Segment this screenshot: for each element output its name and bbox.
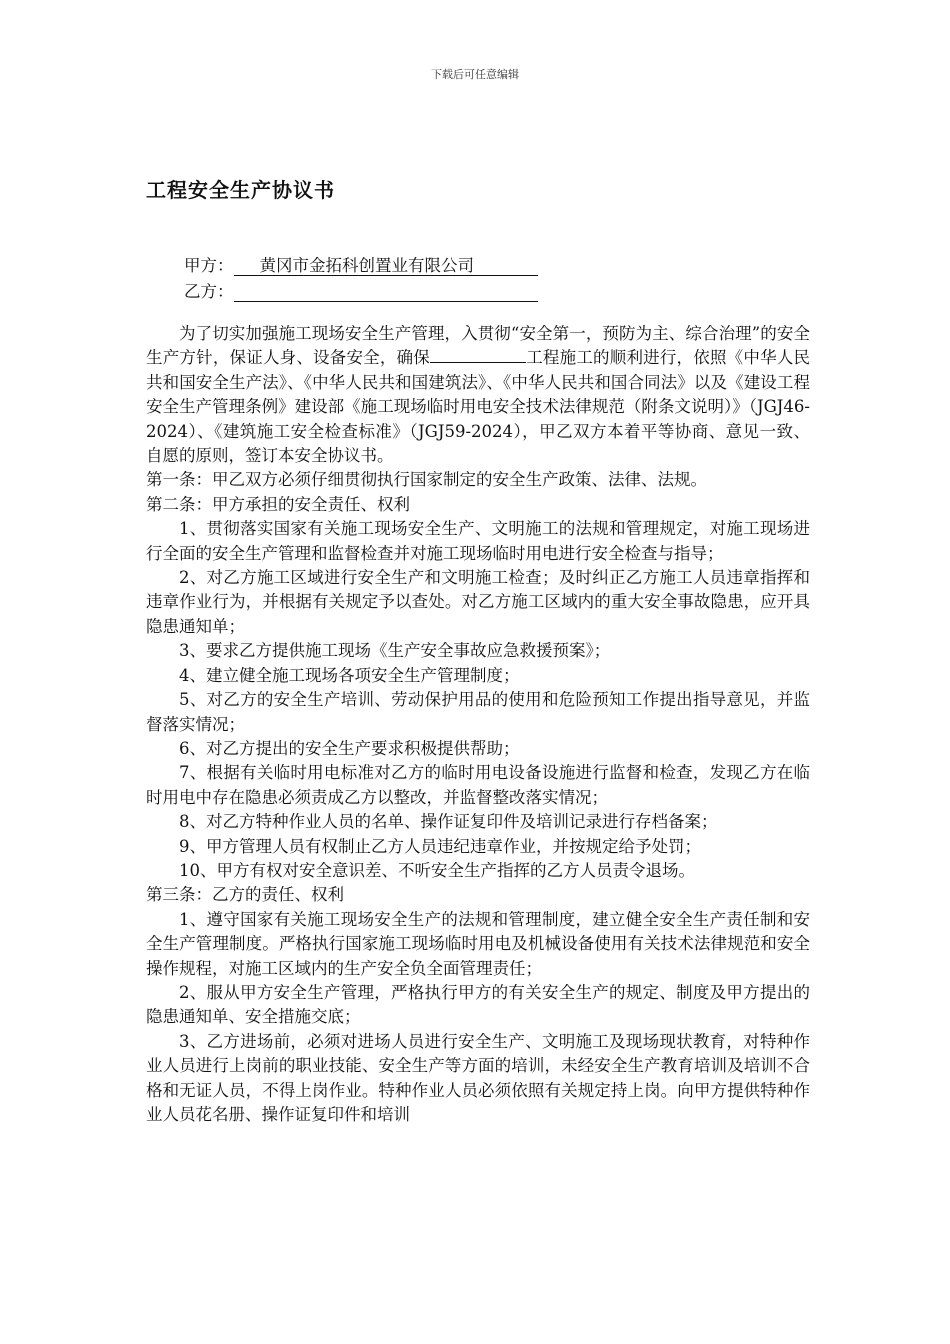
- article-2-item: 10、甲方有权对安全意识差、不听安全生产指挥的乙方人员责令退场。: [179, 860, 695, 880]
- article-2-item: 6、对乙方提出的安全生产要求积极提供帮助；: [179, 738, 520, 758]
- article-2-item: 7、根据有关临时用电标准对乙方的临时用电设备设施进行监督和检查，发现乙方在临时用电中存在隐患必须责成乙方以整改，并监督整改落实情况；: [146, 763, 810, 807]
- project-name-blank: [430, 346, 526, 363]
- header-note: 下载后可任意编辑: [431, 68, 519, 81]
- article-3-item: 1、遵守国家有关施工现场安全生产的法规和管理制度，建立健全安全生产责任制和安全生产管理制度。严格执行国家施工现场临时用电及机械设备使用有关技术法律规范和安全操作规程，对施工区域内的生产安全负全面管理责任；: [146, 909, 810, 978]
- party-b-line: [184, 278, 538, 302]
- article-2-heading: 第二条：甲方承担的安全责任、权利: [146, 494, 410, 514]
- article-1: 第一条：甲乙双方必须仔细贯彻执行国家制定的安全生产政策、法律、法规。: [146, 470, 707, 490]
- document-body: [146, 322, 810, 1127]
- article-2-item: 9、甲方管理人员有权制止乙方人员违纪违章作业，并按规定给予处罚；: [179, 836, 701, 856]
- article-3-item: 2、服从甲方安全生产管理，严格执行甲方的有关安全生产的规定、制度及甲方提出的隐患通知单、安全措施交底；: [146, 982, 810, 1027]
- article-2-item: 8、对乙方特种作业人员的名单、操作证复印件及培训记录进行存档备案；: [179, 812, 718, 832]
- article-2-item: 1、贯彻落实国家有关施工现场安全生产、文明施工的法规和管理规定，对施工现场进行全面的安全生产管理和监督检查并对施工现场临时用电进行安全检查与指导；: [146, 519, 810, 563]
- intro-paragraph: [146, 322, 810, 468]
- party-a-label: 甲方：: [184, 256, 234, 275]
- article-2-item: 4、建立健全施工现场各项安全生产管理制度；: [179, 665, 520, 685]
- article-2-item: 3、要求乙方提供施工现场《生产安全事故应急救援预案》；: [179, 641, 611, 661]
- party-b-value: [234, 283, 538, 302]
- article-2-item: 2、对乙方施工区域进行安全生产和文明施工检查；及时纠正乙方施工人员违章指挥和违章作业行为，并根据有关规定予以查处。对乙方施工区域内的重大安全事故隐患，应开具隐患通知单；: [146, 568, 810, 636]
- article-3-heading: 第三条：乙方的责任、权利: [146, 885, 344, 905]
- article-3-item: 3、乙方进场前，必须对进场人员进行安全生产、文明施工及现场现状教育，对特种作业人员进行上岗前的职业技能、安全生产等方面的培训，未经安全生产教育培训及培训不合格和无证人员，不得上岗作业。特种作业人员必须依照有关规定持上岗。向甲方提供特种作业人员花名册、操作证复印件和培训: [146, 1031, 810, 1124]
- party-b-label: 乙方：: [184, 282, 234, 301]
- intro-text-pre: 为了切实加强施工现场安全生产管理，入贯彻“安全第一，预防为主、综合治理”的安全生产方针，保证人身、设备安全，确保: [146, 324, 810, 368]
- document-title: 工程安全生产协议书: [146, 178, 335, 202]
- party-a-value: 黄冈市金拓科创置业有限公司: [234, 257, 538, 276]
- intro-text-post: 工程施工的顺利进行，依照《中华人民共和国安全生产法》、《中华人民共和国建筑法》、《中华人民共和国合同法》以及《建设工程安全生产管理条例》建设部《施工现场临时用电安全技术法律规范（附条文说明）》（JGJ46-2024）、《建筑施工安全检查标准》（JGJ59-2024），甲乙双方本着平等协商、意见一致、自愿的原则，签订本安全协议书。: [146, 348, 811, 466]
- article-2-item: 5、对乙方的安全生产培训、劳动保护用品的使用和危险预知工作提出指导意见，并监督落实情况；: [146, 690, 810, 734]
- party-a-line: [184, 252, 538, 276]
